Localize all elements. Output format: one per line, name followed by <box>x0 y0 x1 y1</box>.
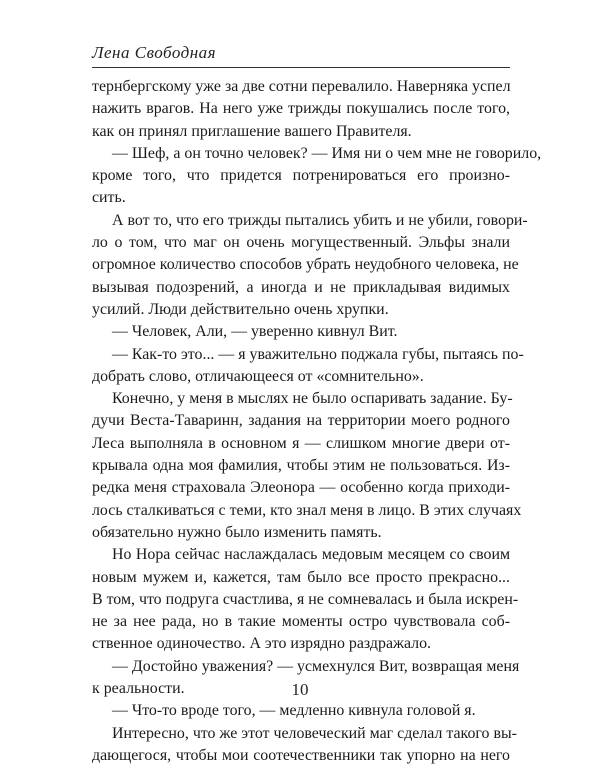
text-line: новым мужем и, кажется, там было все просто прекрасно... <box>92 568 510 586</box>
running-header-title: Лена Свободная <box>92 43 217 62</box>
text-line: Конечно, у меня в мыслях не было оспаривать задание. Бу- <box>112 390 513 408</box>
text-line: нажить врагов. На него уже трижды покушались после того, <box>92 100 510 118</box>
text-line: В том, что подруга счастлива, я не сомневалась и была искрен- <box>92 590 519 608</box>
text-line: кроме того, что придется потренироваться его произно- <box>92 167 510 185</box>
text-line: как он принял приглашение вашего Правителя. <box>92 122 412 140</box>
text-line: Но Нора сейчас наслаждалась медовым месяцем со своим <box>112 546 510 564</box>
text-line: добрать слово, отличающееся от «сомнительно». <box>92 367 424 385</box>
header-rule <box>92 67 510 68</box>
text-line: сить. <box>92 189 126 207</box>
text-line: дучи Веста-Таваринн, задания на территории моего родного <box>92 412 510 430</box>
text-line: лось сталкиваться с теми, кто знал меня в лицо. В этих случаях <box>92 501 522 519</box>
text-line: не за нее рада, но в такие моменты остро чувствовала соб- <box>92 613 510 631</box>
body-text <box>92 76 542 767</box>
text-line: тернбергскому уже за две сотни перевалило. Наверняка успел <box>92 78 511 95</box>
text-line: Интересно, что же этот человеческий маг сделал такого вы- <box>112 724 517 742</box>
text-line: — Шеф, а он точно человек? — Имя ни о чем мне не говорило, <box>112 144 542 162</box>
text-line: — Как-то это... — я уважительно поджала губы, пытаясь по- <box>112 345 524 363</box>
text-line: А вот то, что его трижды пытались убить и не убили, говори- <box>112 211 528 229</box>
text-line: ло о том, что маг он очень могущественный. Эльфы знали <box>92 234 510 252</box>
text-line: дающегося, чтобы мои соотечественники так упорно на него <box>92 746 510 764</box>
text-line: крывала одна моя фамилия, чтобы этим не пользоваться. Из- <box>92 457 510 475</box>
text-line: вызывая подозрений, а иногда и не прикладывая видимых <box>92 278 510 296</box>
text-line: ственное одиночество. А это изрядно раздражало. <box>92 635 432 653</box>
text-line: — Что-то вроде того, — медленно кивнула головой я. <box>112 702 476 720</box>
text-line: Леса выполняла в основном я — слишком многие двери от- <box>92 434 510 452</box>
text-line: — Достойно уважения? — усмехнулся Вит, возвращая меня <box>112 657 520 675</box>
text-line: огромное количество способов убрать неудобного человека, не <box>92 256 519 274</box>
text-line: редка меня страховала Элеонора — особенно когда приходи- <box>92 479 510 497</box>
text-line: к реальности. <box>92 680 185 698</box>
text-line: обязательно нужно было изменить память. <box>92 523 382 541</box>
text-line: — Человек, Али, — уверенно кивнул Вит. <box>112 323 398 341</box>
text-line: усилий. Люди действительно очень хрупки. <box>92 300 389 318</box>
page-number: 10 <box>291 680 309 699</box>
